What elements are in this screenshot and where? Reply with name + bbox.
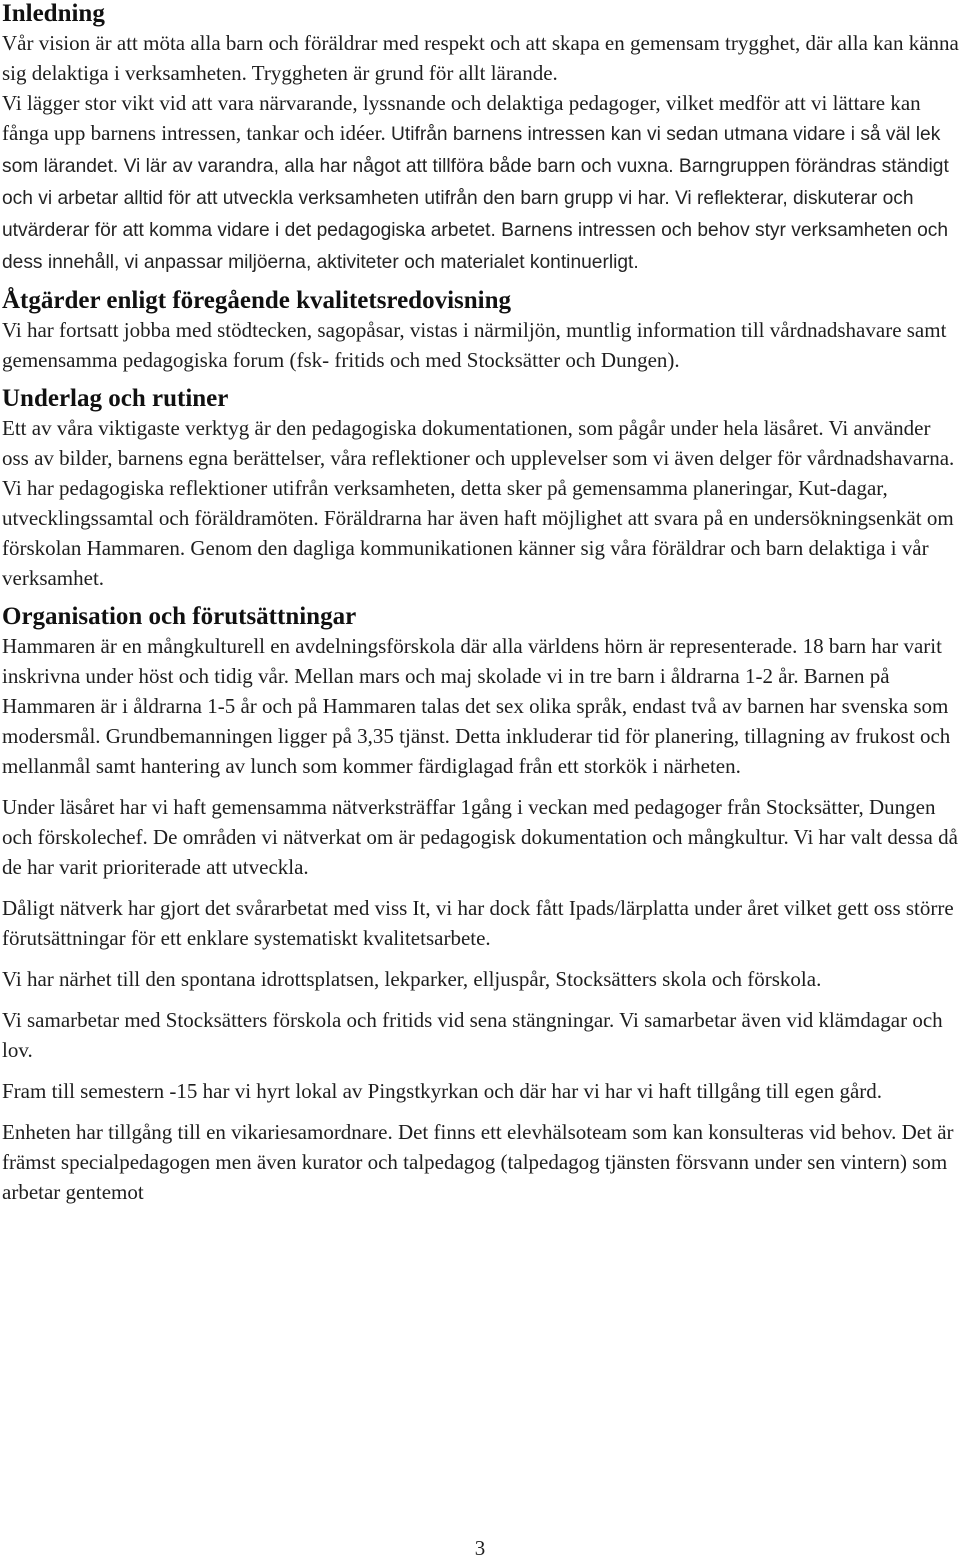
paragraph-narvarande xyxy=(2,88,960,278)
paragraph-organisation-3: Dåligt nätverk har gjort det svårarbetat med viss It, vi har dock fått Ipads/lärplatta under året vilket gett oss större förutsättningar för ett enklare systematiskt kvalitetsarbete. xyxy=(2,896,954,950)
paragraph-organisation-5: Vi samarbetar med Stocksätters förskola och fritids vid sena stängningar. Vi samarbetar även vid klämdagar och lov. xyxy=(2,1008,943,1062)
paragraph-organisation-1: Hammaren är en mångkulturell en avdelningsförskola där alla världens hörn är representerade. 18 barn har varit inskrivna under höst och tidig vår. Mellan mars och maj skolade vi in tre barn i åldrarna 1-2 år. Barnen på Hammaren är i åldrarna 1-5 år och på Hammaren talas det sex olika språk, endast två av barnen har svenska som modersmål. Grundbemanningen ligger på 3,35 tjänst. Detta inkluderar tid för planering, tillagning av frukost och mellanmål samt hantering av lunch som kommer färdiglagad från ett storkök i närheten. xyxy=(2,634,951,778)
heading-atgarder: Åtgärder enligt föregående kvalitetsredovisning xyxy=(2,287,511,314)
paragraph-organisation-2: Under läsåret har vi haft gemensamma nätverksträffar 1gång i veckan med pedagoger från Stocksätter, Dungen och förskolechef. De områden vi nätverkat om är pedagogisk dokumentation och mångkultur. Vi har valt dessa då de har varit prioriterade att utveckla. xyxy=(2,795,958,879)
paragraph-organisation-7: Enheten har tillgång till en vikariesamordnare. Det finns ett elevhälsoteam som kan konsulteras vid behov. Det är främst specialpedagogen men även kurator och talpedagog (talpedagog tjänsten försvann under sen vintern) som arbetar gentemot xyxy=(2,1120,954,1204)
paragraph-vision: Vår vision är att möta alla barn och föräldrar med respekt och att skapa en gemensam trygghet, där alla kan känna sig delaktiga i verksamheten. Tryggheten är grund för allt lärande. xyxy=(2,31,959,85)
heading-underlag: Underlag och rutiner xyxy=(2,385,229,412)
paragraph-atgarder: Vi har fortsatt jobba med stödtecken, sagopåsar, vistas i närmiljön, muntlig information till vårdnadshavare samt gemensamma pedagogiska forum (fsk- fritids och med Stocksätter och Dungen). xyxy=(2,318,947,372)
heading-inledning: Inledning xyxy=(2,0,105,27)
page-number: 3 xyxy=(474,1536,486,1560)
paragraph-underlag: Ett av våra viktigaste verktyg är den pedagogiska dokumentationen, som pågår under hela läsåret. Vi använder oss av bilder, barnens egna berättelser, våra reflektioner och upplevelser som vi även delger för vårdnadshavarna. Vi har pedagogiska reflektioner utifrån verksamheten, detta sker på gemensamma planeringar, Kut-dagar, utvecklingssamtal och föräldramöten. Föräldrarna har även haft möjlighet att svara på en undersökningsenkät om förskolan Hammaren. Genom den dagliga kommunikationen känner sig våra föräldrar och barn delaktiga i vår verksamhet. xyxy=(2,416,955,590)
paragraph-organisation-4: Vi har närhet till den spontana idrottsplatsen, lekparker, elljuspår, Stocksätters skola och förskola. xyxy=(2,967,822,991)
heading-organisation: Organisation och förutsättningar xyxy=(2,603,357,630)
paragraph-organisation-6: Fram till semestern -15 har vi hyrt lokal av Pingstkyrkan och där har vi har vi haft tillgång till egen gård. xyxy=(2,1079,883,1103)
paragraph-narvarande-part2: Utifrån barnens intressen kan vi sedan utmana vidare i så väl lek som lärandet. Vi lär av varandra, alla har något att tillföra både barn och vuxna. Barngruppen förändras ständigt och vi arbetar alltid för att utveckla verksamheten utifrån den barn grupp vi har. Vi reflekterar, diskuterar och utvärderar för att komma vidare i det pedagogiska arbetet. Barnens intressen och behov styr verksamheten och dess innehåll, vi anpassar miljöerna, aktiviteter och materialet kontinuerligt. xyxy=(2,124,949,273)
paragraph-narvarande-part1: Vi lägger stor vikt vid att vara närvarande, lyssnande och delaktiga pedagoger, vilket medför att vi lättare kan fånga upp barnens intressen, tankar och idéer. xyxy=(2,91,921,145)
